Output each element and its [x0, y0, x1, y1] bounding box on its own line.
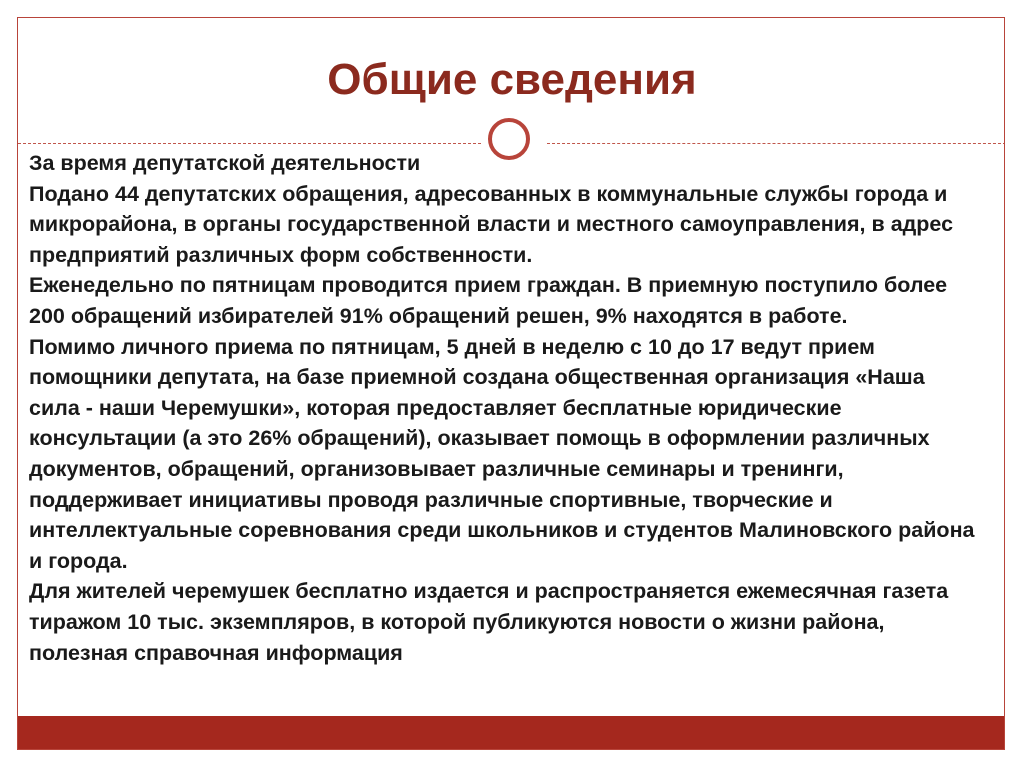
divider-left	[18, 143, 481, 144]
paragraph-newspaper: Для жителей черемушек бесплатно издается и распространяется ежемесячная газета тиражом 10 тыс. экземпляров, в которой публикуются новости о жизни района, полезная справочная информация	[29, 579, 949, 665]
paragraph-intro: За время депутатской деятельности	[29, 151, 421, 175]
divider-right	[547, 143, 1005, 144]
paragraph-reception: Еженедельно по пятницам проводится прием граждан. В приемную поступило более 200 обращений избирателей 91% обращений решен, 9% находятся в работе.	[29, 273, 948, 328]
slide-body	[29, 148, 979, 668]
paragraph-appeals: Подано 44 депутатских обращения, адресованных в коммунальные службы города и микрорайона, в органы государственной власти и местного самоуправления, в адрес предприятий различных форм собственности.	[29, 181, 954, 267]
paragraph-assistants: Помимо личного приема по пятницам, 5 дней в неделю с 10 до 17 ведут прием помощники депутата, на базе приемной создана общественная организация «Наша сила - наши Черемушки», которая предоставляет бесплатные юридические консультации (а это 26% обращений), оказывает помощь в оформлении различных документов, обращений, организовывает различные семинары и тренинги, поддерживает инициативы проводя различные спортивные, творческие и интеллектуальные соревнования среди школьников и студентов Малиновского района и города.	[29, 334, 975, 573]
slide-title: Общие сведения	[327, 55, 697, 104]
bottom-band	[18, 716, 1005, 750]
